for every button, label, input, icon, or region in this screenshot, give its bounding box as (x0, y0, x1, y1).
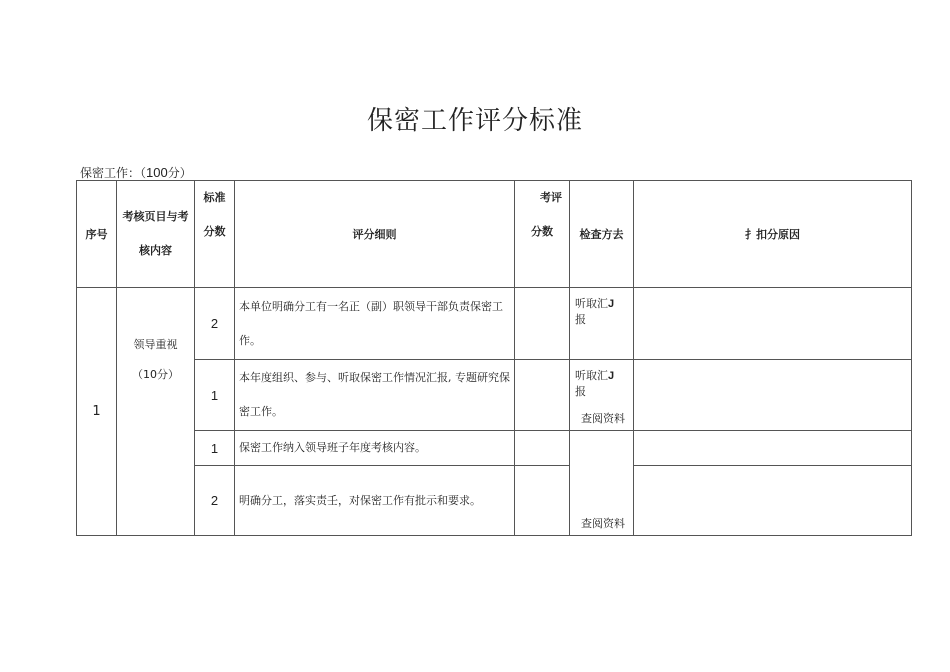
row-method-mark: J (608, 370, 615, 382)
row-method-mark: J (608, 298, 615, 310)
scoring-table (76, 180, 912, 536)
row-deduction[interactable] (634, 360, 912, 431)
header-std-score (195, 181, 235, 288)
section-label (80, 164, 192, 181)
header-item-line1: 考核页目与考 (122, 210, 189, 223)
header-std-line1: 标准 (203, 191, 226, 204)
header-seq: 序号 (77, 181, 117, 288)
group-item-name: 领导重视 (133, 338, 178, 351)
row-score: 2 (195, 466, 235, 536)
header-row (77, 181, 912, 288)
row-score: 1 (195, 360, 235, 431)
header-detail: 评分细则 (235, 181, 515, 288)
header-std-line2: 分数 (203, 225, 226, 238)
section-total: 100 (146, 165, 168, 180)
row-deduction[interactable] (634, 431, 912, 466)
row-method (570, 288, 634, 360)
row-eval-score[interactable] (515, 288, 570, 360)
section-label-text: 保密工作：（ (80, 166, 147, 180)
page-title: 保密工作评分标准 (366, 106, 583, 136)
header-eval-line1: 考评 (540, 191, 562, 204)
section-suffix: 分） (167, 166, 192, 180)
group-item-points: （10分） (132, 368, 179, 381)
row-method-line1: 听取汇 (575, 297, 608, 310)
row-eval-score[interactable] (515, 466, 570, 536)
row-method-line2: 报 (575, 313, 586, 326)
group-item (117, 288, 195, 536)
header-item-line2: 核内容 (139, 244, 172, 257)
row-deduction[interactable] (634, 288, 912, 360)
row-method-line2: 报 (575, 385, 586, 398)
merged-method-text: 查阅资料 (581, 517, 625, 530)
row-deduction[interactable] (634, 466, 912, 536)
row-method-bottom: 查阅资料 (581, 412, 625, 425)
row-method-line1: 听取汇 (575, 369, 608, 382)
group-seq: 1 (77, 288, 117, 536)
row-eval-score[interactable] (515, 360, 570, 431)
row-detail: 本单位明确分工有一名正（副）职领导干部负责保密工作。 (235, 288, 515, 360)
table-row (77, 431, 912, 466)
row-method (570, 360, 634, 431)
row-score: 2 (195, 288, 235, 360)
table-row (77, 360, 912, 431)
header-method: 检查方去 (570, 181, 634, 288)
row-score: 1 (195, 431, 235, 466)
row-detail: 本年度组织、参与、听取保密工作情况汇报, 专题研究保密工作。 (235, 360, 515, 431)
header-item (117, 181, 195, 288)
row-detail: 保密工作纳入领导班子年度考核内容。 (235, 431, 515, 466)
table-row (77, 288, 912, 360)
table-row (77, 466, 912, 536)
header-eval-line2: 分数 (531, 225, 553, 238)
row-eval-score[interactable] (515, 431, 570, 466)
row-detail: 明确分工，落实责壬，对保密工作有批示和要求。 (235, 466, 515, 536)
header-deduction: 扌扣分原因 (634, 181, 912, 288)
header-eval-score (515, 181, 570, 288)
row-method-merged (570, 431, 634, 536)
